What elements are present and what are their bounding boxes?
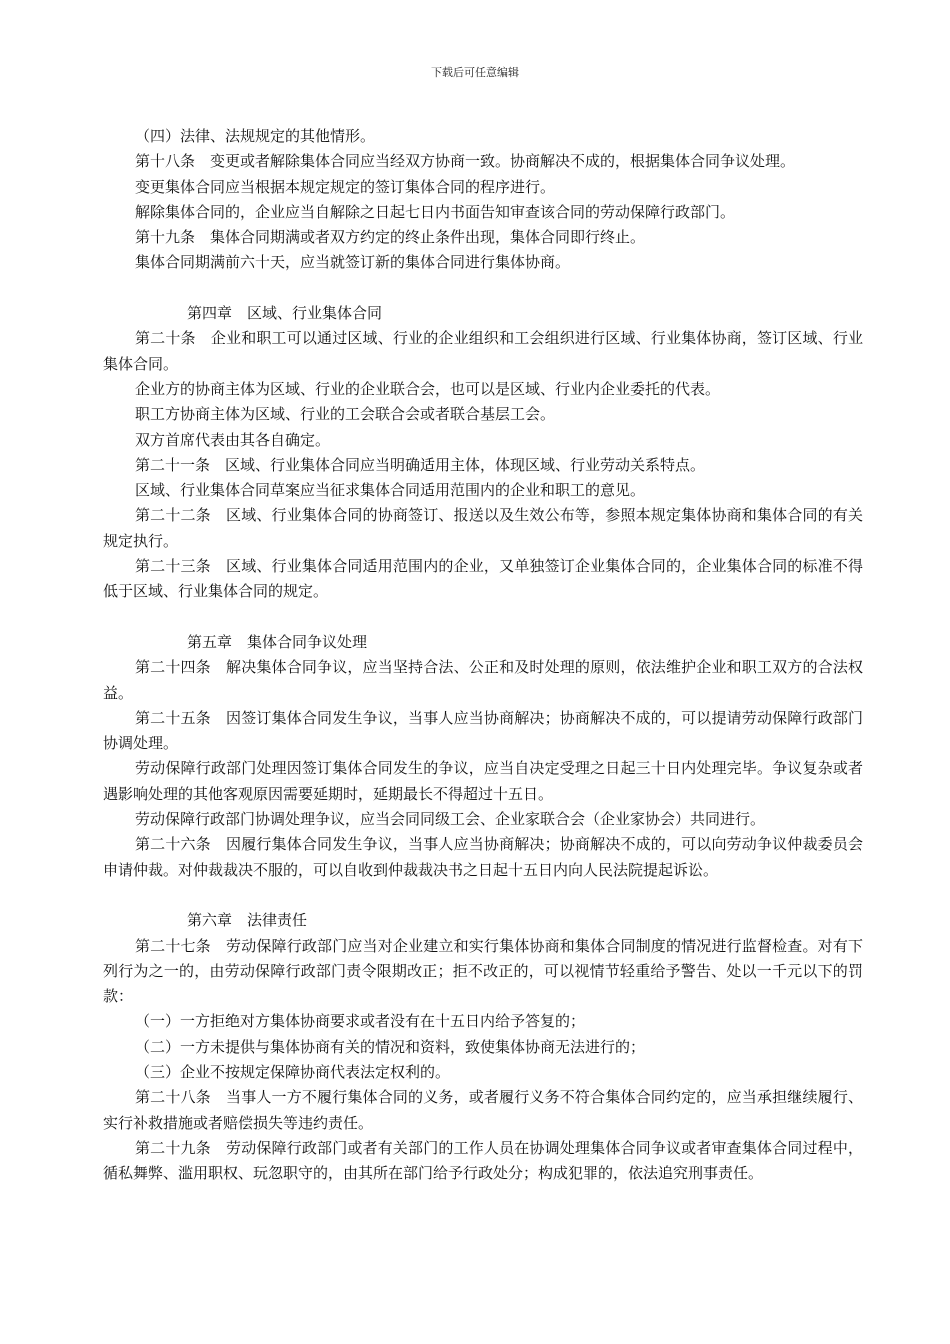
paragraph: 解除集体合同的，企业应当自解除之日起七日内书面告知审查该合同的劳动保障行政部门。 [135,202,736,221]
paragraph: 劳动保障行政部门处理因签订集体合同发生的争议，应当自决定受理之日起三十日内处理完毕。争议复杂或者遇影响处理的其他客观原因需要延期时，延期最长不得超过十五日。 [103,759,863,803]
article-26: 第二十六条 因履行集体合同发生争议，当事人应当协商解决；协商解决不成的，可以向劳动争议仲裁委员会申请仲裁。对仲裁裁决不服的，可以自收到仲裁裁决书之日起十五日内向人民法院提起诉讼。 [103,835,863,879]
article-18: 第十八条 变更或者解除集体合同应当经双方协商一致。协商解决不成的，根据集体合同争议处理。 [135,152,796,171]
chapter-5-heading: 第五章 集体合同争议处理 [187,632,368,651]
article-23: 第二十三条 区域、行业集体合同适用范围内的企业，又单独签订企业集体合同的，企业集体合同的标准不得低于区域、行业集体合同的规定。 [103,557,863,601]
article-28: 第二十八条 当事人一方不履行集体合同的义务，或者履行义务不符合集体合同约定的，应当承担继续履行、实行补救措施或者赔偿损失等违约责任。 [103,1088,863,1132]
article-24: 第二十四条 解决集体合同争议，应当坚持合法、公正和及时处理的原则，依法维护企业和职工双方的合法权益。 [103,658,863,702]
paragraph: 企业方的协商主体为区域、行业的企业联合会，也可以是区域、行业内企业委托的代表。 [135,379,721,398]
article-20: 第二十条 企业和职工可以通过区域、行业的企业组织和工会组织进行区域、行业集体协商，签订区域、行业集体合同。 [103,329,863,373]
list-item: （一）一方拒绝对方集体协商要求或者没有在十五日内给予答复的； [135,1012,586,1031]
document-body [103,124,863,1186]
article-19: 第十九条 集体合同期满或者双方约定的终止条件出现，集体合同即行终止。 [135,228,646,247]
article-29: 第二十九条 劳动保障行政部门或者有关部门的工作人员在协调处理集体合同争议或者审查集体合同过程中，循私舞弊、滥用职权、玩忽职守的，由其所在部门给予行政处分；构成犯罪的，依法追究刑事责任。 [103,1138,863,1183]
list-item: （三）企业不按规定保障协商代表法定权利的。 [135,1062,451,1081]
chapter-6-heading: 第六章 法律责任 [187,911,308,930]
paragraph: 区域、行业集体合同草案应当征求集体合同适用范围内的企业和职工的意见。 [135,481,646,500]
paragraph: 集体合同期满前六十天，应当就签订新的集体合同进行集体协商。 [135,253,571,272]
article-27: 第二十七条 劳动保障行政部门应当对企业建立和实行集体协商和集体合同制度的情况进行监督检查。对有下列行为之一的，由劳动保障行政部门责令限期改正；拒不改正的，可以视情节轻重给予警告、处以一千元以下的罚款： [103,936,863,1006]
paragraph: （四）法律、法规规定的其他情形。 [135,127,376,145]
spacer [103,276,863,301]
paragraph: 劳动保障行政部门协调处理争议，应当会同同级工会、企业家联合会（企业家协会）共同进行。 [135,810,766,829]
chapter-4-heading: 第四章 区域、行业集体合同 [187,304,383,323]
paragraph: 双方首席代表由其各自确定。 [135,430,331,449]
page-header: 下载后可任意编辑 [431,66,519,79]
article-21: 第二十一条 区域、行业集体合同应当明确适用主体，体现区域、行业劳动关系特点。 [135,455,706,474]
list-item: （二）一方未提供与集体协商有关的情况和资料，致使集体协商无法进行的； [135,1037,646,1056]
spacer [103,605,863,630]
article-22: 第二十二条 区域、行业集体合同的协商签订、报送以及生效公布等，参照本规定集体协商和集体合同的有关规定执行。 [103,506,863,550]
spacer [103,883,863,908]
article-25: 第二十五条 因签订集体合同发生争议，当事人应当协商解决；协商解决不成的，可以提请劳动保障行政部门协调处理。 [103,708,863,753]
paragraph: 职工方协商主体为区域、行业的工会联合会或者联合基层工会。 [135,405,556,424]
paragraph: 变更集体合同应当根据本规定规定的签订集体合同的程序进行。 [135,177,556,196]
